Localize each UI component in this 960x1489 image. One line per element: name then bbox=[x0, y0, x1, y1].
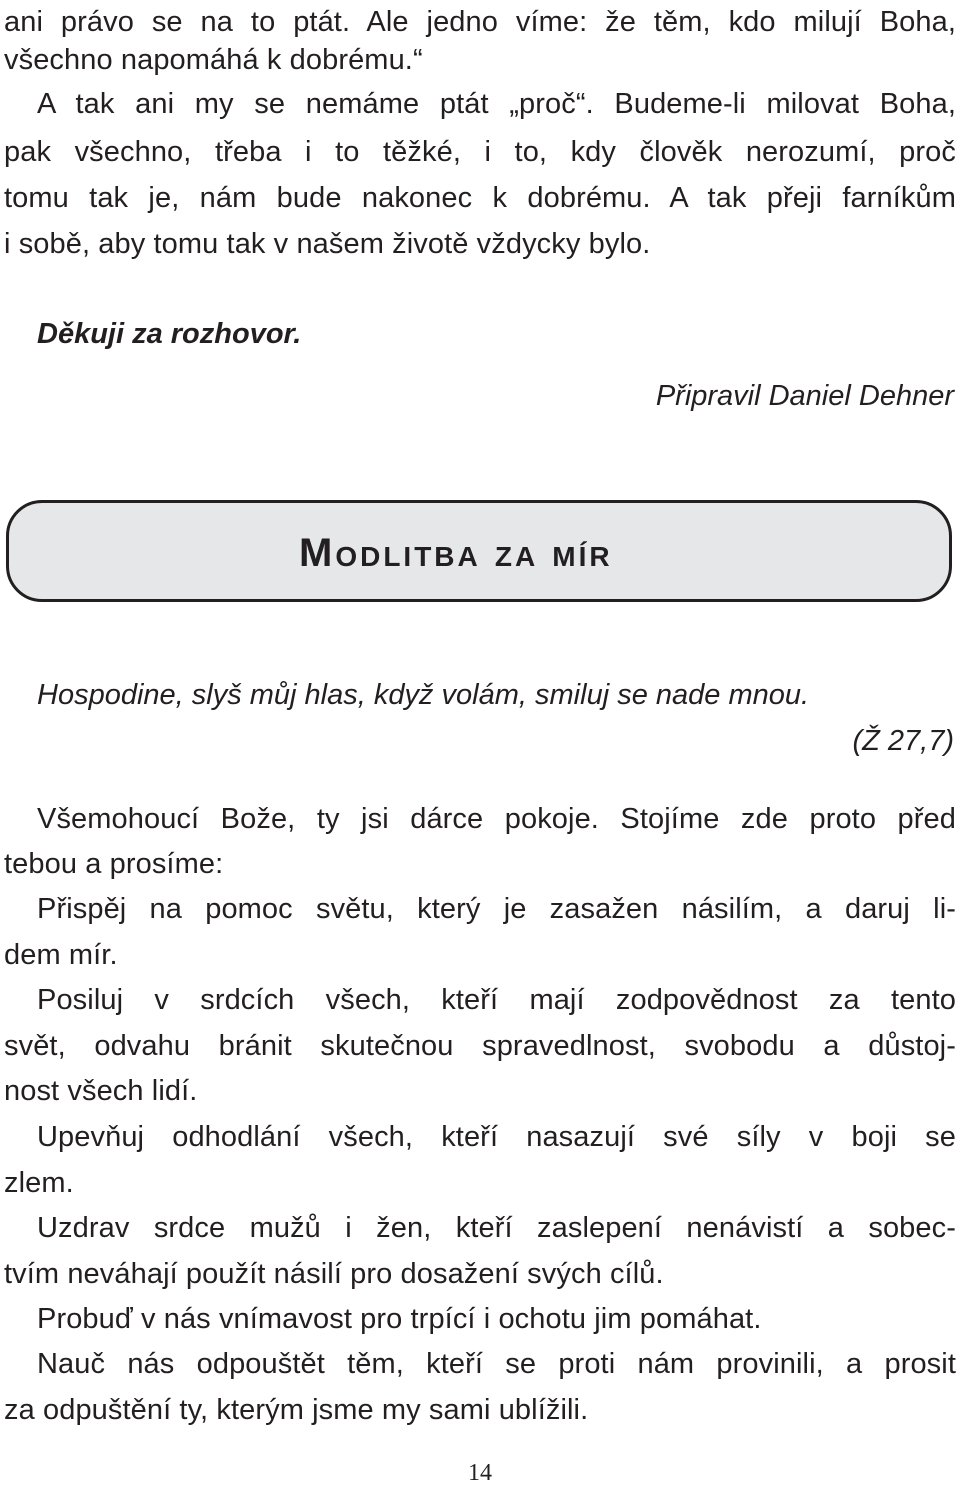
prayer-line-7: nost všech lidí. bbox=[4, 1075, 198, 1107]
prayer-line-4: dem mír. bbox=[4, 939, 118, 971]
prayer-line-2: tebou a prosíme: bbox=[4, 848, 224, 880]
intro-line-2: všechno napomáhá k dobrému.“ bbox=[4, 44, 423, 76]
prayer-line-6: svět, odvahu bránit skutečnou spravedlnost, svobodu a důstoj- bbox=[4, 1030, 956, 1062]
prayer-line-11: tvím neváhají použít násilí pro dosažení svých cílů. bbox=[4, 1258, 664, 1290]
page-number: 14 bbox=[468, 1460, 492, 1486]
prayer-line-13: Nauč nás odpouštět těm, kteří se proti nám provinili, a prosit bbox=[37, 1348, 956, 1380]
prayer-line-12: Probuď v nás vnímavost pro trpící i ochotu jim pomáhat. bbox=[37, 1303, 762, 1335]
prayer-line-1: Všemohoucí Bože, ty jsi dárce pokoje. Stojíme zde proto před bbox=[37, 803, 956, 835]
psalm-verse: Hospodine, slyš můj hlas, když volám, smiluj se nade mnou. bbox=[37, 679, 810, 711]
author-credit: Připravil Daniel Dehner bbox=[655, 380, 954, 412]
intro-line-3: A tak ani my se nemáme ptát „proč“. Budeme-li milovat Boha, bbox=[37, 88, 956, 120]
prayer-line-9: zlem. bbox=[4, 1167, 74, 1199]
intro-line-6: i sobě, aby tomu tak v našem životě vždycky bylo. bbox=[4, 228, 651, 260]
intro-line-1: ani právo se na to ptát. Ale jedno víme: že těm, kdo milují Boha, bbox=[4, 6, 956, 38]
intro-line-4: pak všechno, třeba i to těžké, i to, kdy člověk nerozumí, proč bbox=[4, 136, 956, 168]
intro-line-5: tomu tak je, nám bude nakonec k dobrému. A tak přeji farníkům bbox=[4, 182, 956, 214]
psalm-reference: (Ž 27,7) bbox=[852, 725, 954, 757]
prayer-line-8: Upevňuj odhodlání všech, kteří nasazují své síly v boji se bbox=[37, 1121, 956, 1153]
section-title-box bbox=[6, 500, 952, 602]
section-title: Modlitba za mír bbox=[299, 531, 613, 575]
prayer-line-14: za odpuštění ty, kterým jsme my sami ublížili. bbox=[4, 1394, 589, 1426]
prayer-line-10: Uzdrav srdce mužů i žen, kteří zaslepení nenávistí a sobec- bbox=[37, 1212, 956, 1244]
thanks-text: Děkuji za rozhovor. bbox=[37, 318, 302, 350]
prayer-line-3: Přispěj na pomoc světu, který je zasažen násilím, a daruj li- bbox=[37, 893, 956, 925]
prayer-line-5: Posiluj v srdcích všech, kteří mají zodpovědnost za tento bbox=[37, 984, 956, 1016]
